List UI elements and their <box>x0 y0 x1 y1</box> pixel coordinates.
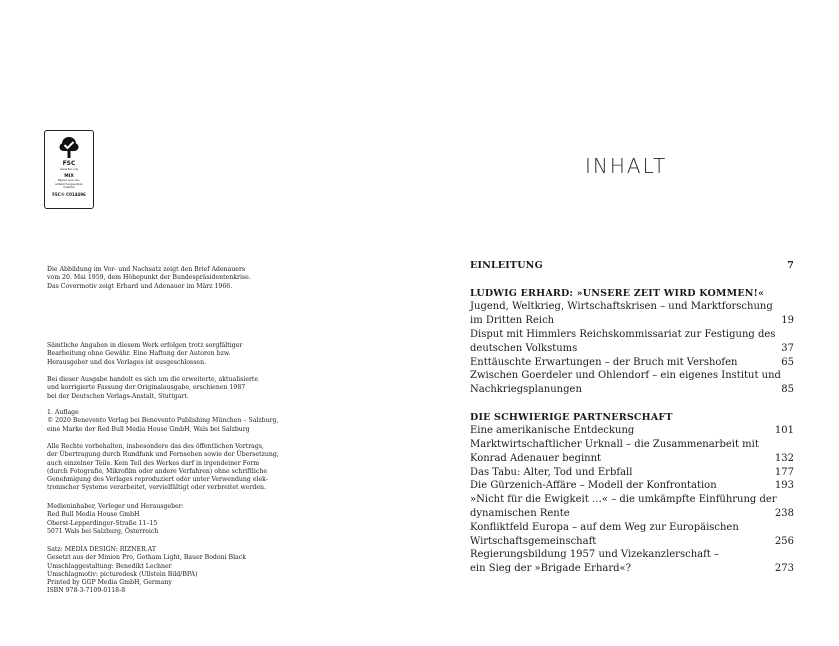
fsc-url: www.fsc.org <box>59 167 79 171</box>
imprint-line: Sämtliche Angaben in diesem Werk erfolgen trotz sorgfältiger <box>47 342 243 349</box>
toc-page-number: 37 <box>781 343 794 354</box>
toc-entry-text: Konrad Adenauer beginnt <box>470 453 602 464</box>
imprint-line: vom 20. Mai 1959, dem Höhepunkt der Bundespräsidentenkrise. <box>47 274 251 282</box>
imprint-line: bei der Deutschen Verlags-Anstalt, Stuttgart. <box>47 392 189 400</box>
imprint-line: der Übertragung durch Rundfunk und Fernsehen sowie der Übersetzung, <box>47 451 279 459</box>
imprint-disclaimer <box>47 342 287 367</box>
toc-entry-text: deutschen Volkstums <box>470 343 578 354</box>
toc-entry <box>470 479 794 493</box>
imprint-line: Medieninhaber, Verleger und Herausgeber: <box>47 503 184 510</box>
tree-checkmark-icon <box>56 135 82 161</box>
toc-entry <box>470 521 794 535</box>
toc-entry-text: LUDWIG ERHARD: »UNSERE ZEIT WIRD KOMMEN!« <box>470 288 765 299</box>
imprint-line: Bearbeitung ohne Gewähr. Eine Haftung der Autoren bzw. <box>47 350 231 358</box>
fsc-logo <box>44 130 94 209</box>
toc-entry <box>470 342 794 356</box>
imprint-copyright <box>47 409 287 434</box>
toc-entry-text: Marktwirtschaftlicher Urknall – die Zusammenarbeit mit <box>470 439 759 450</box>
toc-entry <box>470 300 794 314</box>
toc-entry-text: Nachkriegsplanungen <box>470 384 582 395</box>
toc-chapter-heading <box>470 287 794 301</box>
toc-page-number: 273 <box>774 563 794 574</box>
toc-page-number: 238 <box>774 508 794 519</box>
imprint-line: Herausgeber und des Verlages ist ausgeschlossen. <box>47 358 207 366</box>
toc-entry <box>470 452 794 466</box>
toc-entry-text: Konfliktfeld Europa – auf dem Weg zur Europäischen <box>470 522 739 533</box>
imprint-line: ISBN 978-3-7109-0118-8 <box>47 587 126 595</box>
toc-entry-text: Regierungsbildung 1957 und Vizekanzlerschaft – <box>470 549 719 560</box>
imprint-line: Die Abbildung im Vor- und Nachsatz zeigt den Brief Adenauers <box>47 266 246 273</box>
fsc-code: FSC® C014496 <box>52 191 86 197</box>
imprint-line: 1. Auflage <box>47 409 79 416</box>
imprint-line: Oberst-Lepperdinger-Straße 11–15 <box>47 519 158 527</box>
imprint-line: eine Marke der Red Bull Media House GmbH, Wals bei Salzburg <box>47 425 250 433</box>
toc-chapter-heading <box>470 411 794 425</box>
toc-chapter-heading <box>470 259 794 273</box>
toc-page-number: 7 <box>787 260 794 271</box>
toc-page-number: 193 <box>774 480 794 491</box>
imprint-line: (durch Fotografie, Mikrofilm oder andere Verfahren) ohne schriftliche <box>47 467 267 475</box>
toc-entry <box>470 562 794 576</box>
toc-page-number: 177 <box>774 467 794 478</box>
toc-entry <box>470 438 794 452</box>
toc-entry-text: Wirtschaftsgemeinschaft <box>470 536 597 547</box>
toc-title: INHALT <box>585 154 668 178</box>
toc-entry <box>470 548 794 562</box>
imprint-line: © 2020 Benevento Verlag bei Benevento Publishing München – Salzburg, <box>47 417 279 425</box>
fsc-desc-line: Quellen <box>63 185 75 190</box>
fsc-description <box>45 179 93 190</box>
imprint-line: Umschlaggestaltung: Benedikt Lechner <box>47 562 172 570</box>
imprint-line: Satz: MEDIA DESIGN: RIZNER.AT <box>47 546 156 553</box>
toc-entry-text: dynamischen Rente <box>470 508 570 519</box>
toc-entry-text: Die Gürzenich-Affäre – Modell der Konfrontation <box>470 480 717 491</box>
imprint-line: tronischer Systeme verarbeitet, vervielfältigt oder verbreitet werden. <box>47 484 266 492</box>
toc-entry <box>470 328 794 342</box>
imprint-line: 5071 Wals bei Salzburg, Österreich <box>47 527 159 535</box>
toc-page-number: 132 <box>774 453 794 464</box>
toc-entry <box>470 424 794 438</box>
toc-entry-text: Eine amerikanische Entdeckung <box>470 425 635 436</box>
imprint-line: Gesetzt aus der Minion Pro, Gotham Light, Bauer Bodoni Black <box>47 554 246 562</box>
toc-entry-text: ein Sieg der »Brigade Erhard«? <box>470 563 632 574</box>
toc-page-number: 65 <box>781 357 794 368</box>
imprint-line: auch einzelner Teile. Kein Teil des Werkes darf in irgendeiner Form <box>47 459 260 467</box>
imprint-production <box>47 546 287 596</box>
toc-entry <box>470 356 794 370</box>
toc-entry <box>470 535 794 549</box>
toc-page-number: 101 <box>774 425 794 436</box>
toc-page-number: 85 <box>781 384 794 395</box>
toc-entry-text: Jugend, Weltkrieg, Wirtschaftskrisen – und Marktforschung <box>470 301 773 312</box>
toc-entry <box>470 507 794 521</box>
toc-entry-text: EINLEITUNG <box>470 260 543 271</box>
toc-entry <box>470 466 794 480</box>
imprint-line: Printed by GGP Media GmbH, Germany <box>47 579 172 587</box>
fsc-desc-line: antwortungsvollen <box>55 181 83 186</box>
toc-entry <box>470 369 794 383</box>
imprint-line: Red Bull Media House GmbH <box>47 511 140 519</box>
imprint-line: Umschlagmotiv: picturedesk (Ullstein Bild/BPA) <box>47 570 198 578</box>
toc-entry-text: »Nicht für die Ewigkeit …« – die umkämpfte Einführung der <box>470 494 777 505</box>
toc-entry-text: im Dritten Reich <box>470 315 555 326</box>
imprint-cover-note <box>47 266 287 291</box>
toc-entry-text: Zwischen Goerdeler und Ohlendorf – ein eigenes Institut und <box>470 370 781 381</box>
imprint-line: Bei dieser Ausgabe handelt es sich um die erweiterte, aktualisierte <box>47 376 259 383</box>
fsc-desc-line: Papier aus ver- <box>57 178 81 182</box>
imprint-publisher <box>47 503 287 536</box>
toc-entry-text: Enttäuschte Erwartungen – der Bruch mit Vershofen <box>470 357 738 368</box>
toc-page-number: 19 <box>781 315 794 326</box>
imprint-line: Das Covermotiv zeigt Erhard und Adenauer im März 1966. <box>47 282 233 290</box>
imprint-line: Alle Rechte vorbehalten, insbesondere das des öffentlichen Vortrags, <box>47 443 264 450</box>
toc-entry-text: Disput mit Himmlers Reichskommissariat zur Festigung des <box>470 329 776 340</box>
toc-entry <box>470 314 794 328</box>
fsc-wordmark: FSC <box>62 160 76 167</box>
toc-entry-text: DIE SCHWIERIGE PARTNERSCHAFT <box>470 412 673 423</box>
imprint-edition-note <box>47 376 287 401</box>
toc-entry <box>470 493 794 507</box>
imprint-line: Genehmigung des Verlages reproduziert oder unter Verwendung elek- <box>47 476 268 484</box>
toc-entry <box>470 383 794 397</box>
imprint-rights <box>47 443 287 493</box>
toc-page-number: 256 <box>774 536 794 547</box>
imprint-line: und korrigierte Fassung der Originalausgabe, erschienen 1987 <box>47 384 246 392</box>
fsc-mix-label: MIX <box>64 174 74 179</box>
toc-entry-text: Das Tabu: Alter, Tod und Erbfall <box>470 467 633 478</box>
